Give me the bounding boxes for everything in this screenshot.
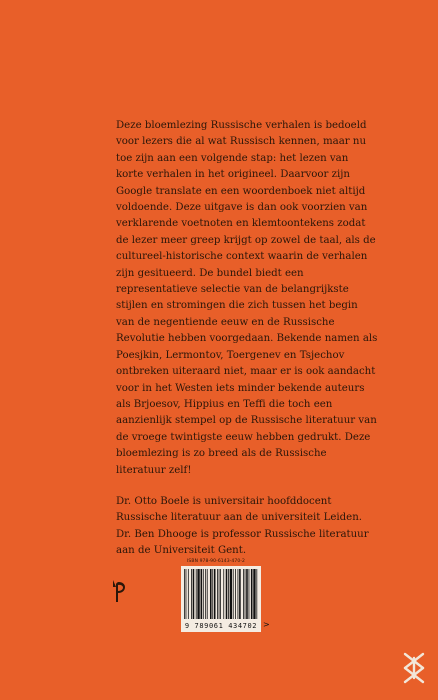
barcode-bar [184, 569, 185, 619]
isbn-label: ISBN 978-90-6143-470-2 [187, 559, 245, 564]
barcode-bar [256, 569, 257, 619]
barcode-bar [223, 569, 224, 619]
barcode-bar [186, 569, 187, 619]
publisher-p-logo-icon [110, 578, 126, 604]
barcode-bar [201, 569, 203, 619]
barcode-arrow: > [263, 620, 270, 629]
barcode-bar [230, 569, 232, 619]
barcode-bar [226, 569, 228, 619]
barcode-bar [197, 569, 199, 619]
barcode-bar [233, 569, 234, 619]
barcode-bar [251, 569, 253, 619]
barcode-bar [245, 569, 246, 619]
barcode-bar [219, 569, 220, 619]
barcode-bar [217, 569, 218, 619]
blurb-paragraph-description: Deze bloemlezing Russische verhalen is bedoeld voor lezers die al wat Russisch kennen, maar nu toe zijn aan een volgende stap: het lezen van korte verhalen in het origineel. Daarvoor zijn Google translate en een woordenboek niet altijd voldoende. Deze uitgave is dan ook voorzien van verklarende voetnoten en klemtoontekens zodat de lezer meer greep krijgt op zowel de taal, als de cultureel-historische context waarin de verhalen zijn gesitueerd. De bundel biedt een representatieve selectie van de belangrijkste stijlen en stromingen die zich tussen het begin van de negentiende eeuw en de Russische Revolutie hebben voorgedaan. Bekende namen als Poesjkin, Lermontov, Toergenev en Tsjechov ontbreken uiteraard niet, maar er is ook aandacht voor in het Westen iets minder bekende auteurs als Brjoesov, Hippius en Teffi die toch een aanzienlijk stempel op de Russische literatuur van de vroege twintigste eeuw hebben gedrukt. Deze bloemlezing is zo breed als de Russische literatuur zelf! [116, 120, 378, 476]
barcode-digits: 9 789061 434702 [184, 622, 258, 630]
barcode-bar [214, 569, 216, 619]
barcode-bar [220, 569, 221, 619]
barcode-bar [253, 569, 255, 619]
barcode-bar [243, 569, 244, 619]
barcode-bar [193, 569, 195, 619]
barcode-bar [207, 569, 208, 619]
barcode-bar [239, 569, 241, 619]
barcode-bar [191, 569, 192, 619]
barcode [181, 566, 261, 632]
barcode-bar [235, 569, 236, 619]
barcode-bar [249, 569, 250, 619]
barcode-bar [205, 569, 206, 619]
barcode-bar [228, 569, 229, 619]
barcode-bar [203, 569, 204, 619]
barcode-bar [188, 569, 189, 619]
barcode-bar [196, 569, 197, 619]
barcode-bar [212, 569, 213, 619]
blurb-text [116, 118, 378, 575]
barcode-bars [184, 569, 258, 619]
barcode-bar [246, 569, 248, 619]
star-knot-logo-icon [401, 650, 427, 686]
blurb-paragraph-authors: Dr. Otto Boele is universitair hoofddocent Russische literatuur aan de universiteit Leiden. Dr. Ben Dhooge is professor Russische literatuur aan de Universiteit Gent. [116, 495, 369, 557]
barcode-bar [238, 569, 239, 619]
barcode-bar [210, 569, 212, 619]
